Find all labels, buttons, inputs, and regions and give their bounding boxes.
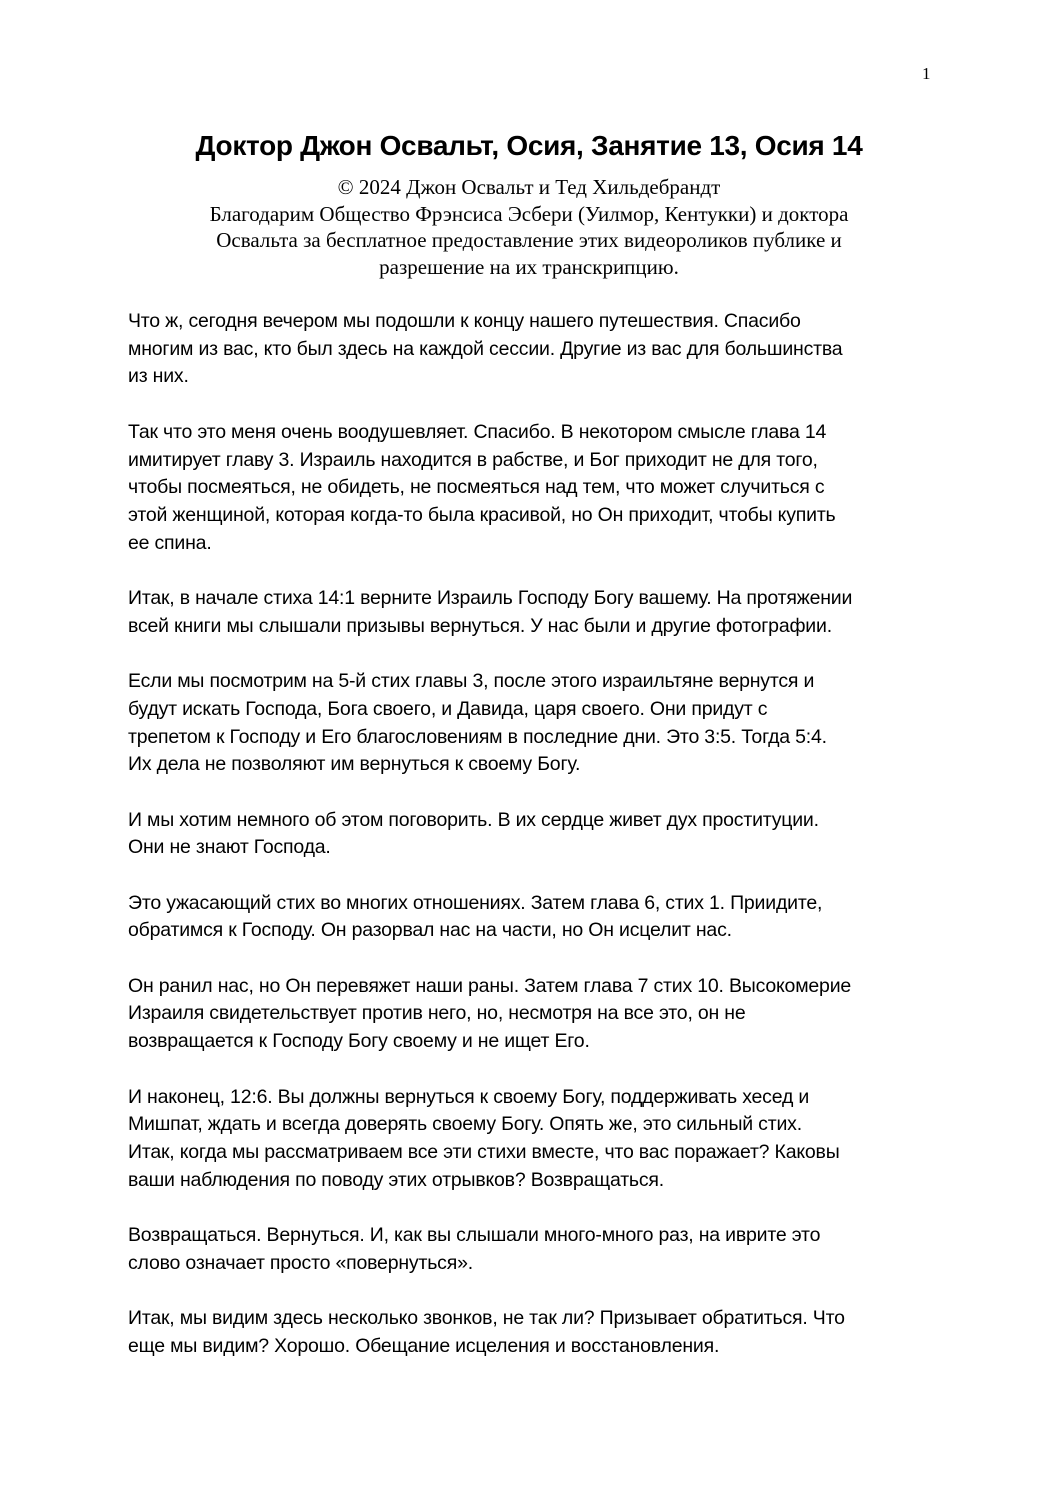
paragraph-line: трепетом к Господу и Его благословениям в последние дни. Это 3:5. Тогда 5:4. (128, 725, 827, 748)
paragraph-line: еще мы видим? Хорошо. Обещание исцеления и восстановления. (128, 1334, 720, 1357)
copyright-line: © 2024 Джон Освальт и Тед Хильдебрандт (337, 175, 721, 199)
paragraph-line: будут искать Господа, Бога своего, и Давида, царя своего. Они придут с (128, 697, 768, 720)
paragraph-line: Итак, когда мы рассматриваем все эти стихи вместе, что вас поражает? Каковы (128, 1140, 840, 1163)
paragraph (128, 890, 948, 945)
paragraph (128, 807, 948, 862)
acknowledgement-line: Освальта за бесплатное предоставление этих видеороликов публике и (216, 228, 842, 252)
subtitle-block (0, 174, 1058, 280)
paragraph-line: Итак, мы видим здесь несколько звонков, не так ли? Призывает обратиться. Что (128, 1307, 845, 1330)
paragraph-line: слово означает просто «повернуться». (128, 1251, 473, 1274)
acknowledgement-line: Благодарим Общество Фрэнсиса Эсбери (Уилмор, Кентукки) и доктора (209, 201, 849, 226)
paragraph (128, 308, 948, 391)
paragraph-line: обратимся к Господу. Он разорвал нас на части, но Он исцелит нас. (128, 919, 732, 942)
acknowledgement-line: разрешение на их транскрипцию. (379, 254, 679, 279)
paragraph-line: И мы хотим немного об этом поговорить. В их сердце живет дух проституции. (128, 808, 819, 831)
paragraph-line: Мишпат, ждать и всегда доверять своему Богу. Опять же, это сильный стих. (128, 1113, 802, 1136)
paragraph-line: чтобы посмеяться, не обидеть, не посмеяться над тем, что может случиться с (128, 476, 825, 499)
paragraph-line: ваши наблюдения по поводу этих отрывков? Возвращаться. (128, 1168, 665, 1191)
paragraph (128, 1084, 948, 1195)
document-title: Доктор Джон Освальт, Осия, Занятие 13, Осия 14 (195, 130, 863, 161)
document-body (128, 308, 948, 1388)
paragraph (128, 973, 948, 1056)
paragraph-line: Если мы посмотрим на 5-й стих главы 3, после этого израильтяне вернутся и (128, 670, 815, 693)
paragraph-line: из них. (128, 365, 189, 388)
paragraph-line: Израиля свидетельствует против него, но, несмотря на все это, он не (128, 1002, 746, 1025)
paragraph-line: многим из вас, кто был здесь на каждой сессии. Другие из вас для большинства (128, 337, 843, 360)
paragraph (128, 585, 948, 640)
paragraph-line: ее спина. (128, 531, 212, 554)
paragraph-line: Это ужасающий стих во многих отношениях. Затем глава 6, стих 1. Приидите, (128, 891, 823, 914)
paragraph-line: Возвращаться. Вернуться. И, как вы слышали много-много раз, на иврите это (128, 1224, 821, 1247)
paragraph-line: этой женщиной, которая когда-то была красивой, но Он приходит, чтобы купить (128, 503, 836, 526)
paragraph (128, 668, 948, 779)
paragraph-line: Они не знают Господа. (128, 836, 331, 859)
paragraph-line: Так что это меня очень воодушевляет. Спасибо. В некотором смысле глава 14 (128, 420, 827, 443)
paragraph-line: Он ранил нас, но Он перевяжет наши раны. Затем глава 7 стих 10. Высокомерие (128, 974, 852, 997)
paragraph-line: Итак, в начале стиха 14:1 верните Израиль Господу Богу вашему. На протяжении (128, 587, 853, 609)
paragraph (128, 1222, 948, 1277)
paragraph-line: Что ж, сегодня вечером мы подошли к концу нашего путешествия. Спасибо (128, 310, 801, 332)
paragraph-line: возвращается к Господу Богу своему и не ищет Его. (128, 1030, 590, 1053)
paragraph (128, 419, 948, 558)
paragraph-line: имитирует главу 3. Израиль находится в рабстве, и Бог приходит не для того, (128, 448, 818, 471)
paragraph-line: всей книги мы слышали призывы вернуться. У нас были и другие фотографии. (128, 614, 832, 637)
paragraph-line: Их дела не позволяют им вернуться к своему Богу. (128, 753, 581, 776)
paragraph-line: И наконец, 12:6. Вы должны вернуться к своему Богу, поддерживать хесед и (128, 1085, 810, 1108)
page-number: 1 (922, 64, 931, 83)
paragraph (128, 1305, 948, 1360)
